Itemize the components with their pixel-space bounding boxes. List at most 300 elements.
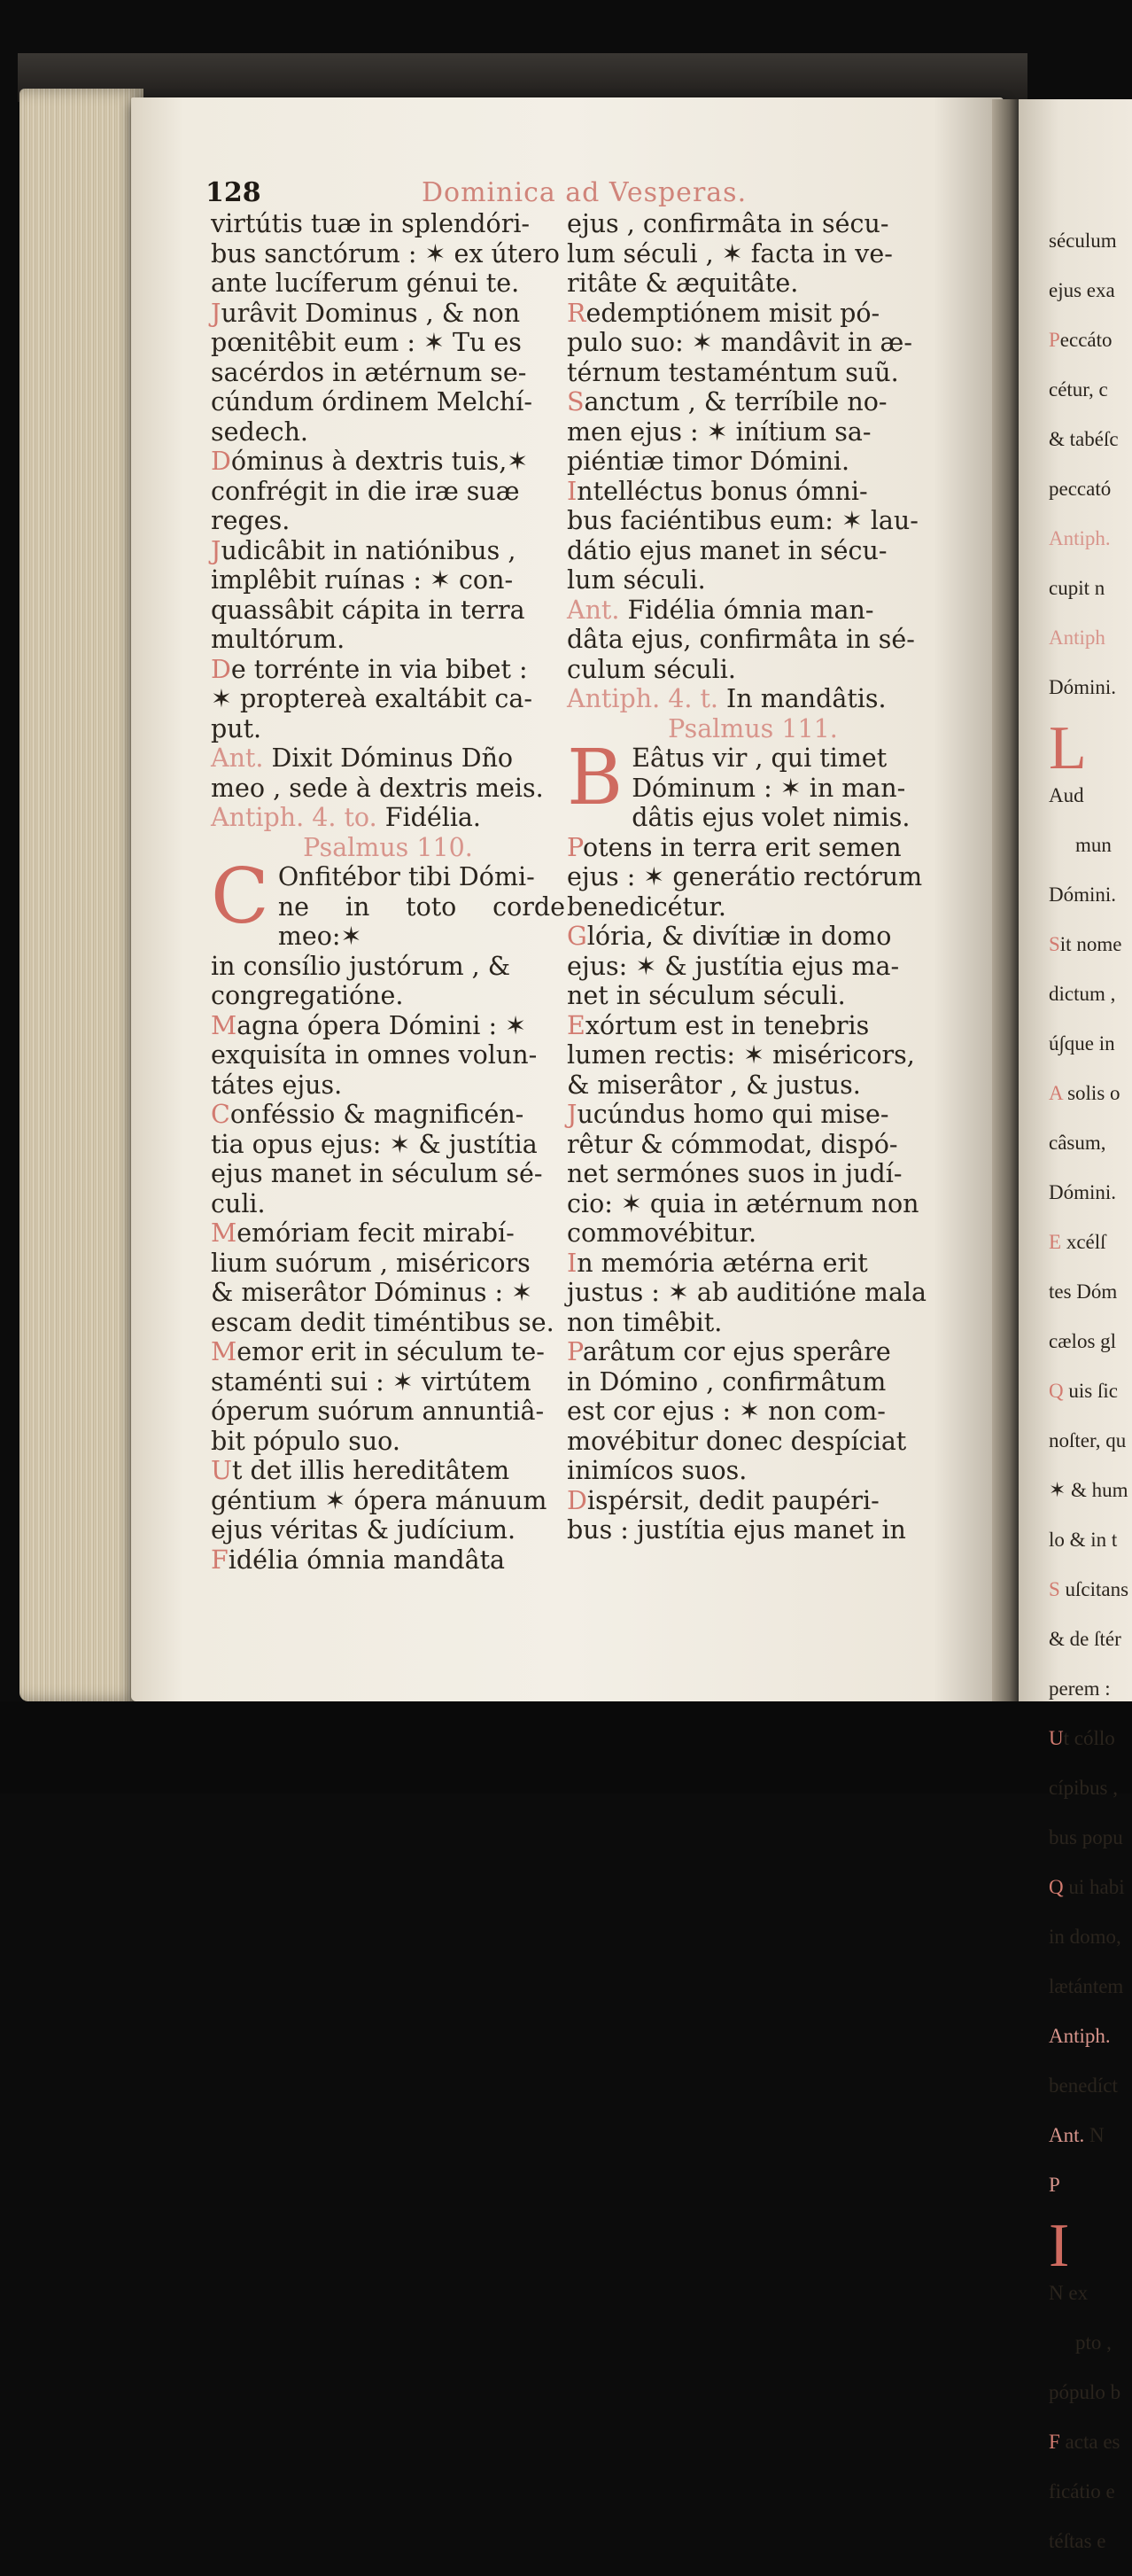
right-line [567,387,939,417]
left-line [211,447,565,477]
verse-text: ritâte & æquitâte. [567,268,799,298]
verse-text: emor erit in séculum te- [236,1337,545,1366]
verse-text: bus : justítia ejus manet in [567,1515,906,1545]
right-line [567,1486,939,1516]
right-line [567,1040,939,1070]
verse-text: culum séculi. [567,654,736,684]
left-line [211,536,565,566]
verse-text: ejus: ✶ & justítia ejus ma- [567,951,900,981]
verse-text: lætántem [1049,1975,1124,1997]
facing-line [1049,424,1132,454]
verse-text: ficátio e [1049,2480,1115,2502]
left-line [211,565,565,595]
verse-text: xcélſ [1061,1231,1106,1253]
verse-text: solis o [1062,1082,1120,1104]
verse-text: uis ſic [1063,1380,1118,1402]
verse-text: In mandâtis. [726,684,887,713]
verse-text: ante lucíferum génui te. [211,268,520,298]
left-line [211,1397,565,1427]
right-line [567,1456,939,1486]
verse-text: séculum [1049,230,1117,252]
facing-line [1049,1029,1132,1058]
verse-initial: U [211,1456,233,1485]
verse-text: cio: ✶ quia in ætérnum non [567,1188,919,1218]
rubric-label: P [1049,2174,1060,2196]
left-line [211,1486,565,1516]
verse-text: ✶ proptereà exaltábit ca- [211,684,533,713]
verse-text: bit pópulo suo. [211,1426,400,1456]
right-line [567,714,939,744]
left-line [211,803,565,833]
right-line [567,922,939,952]
verse-text: piéntiæ timor Dómini. [567,447,850,476]
verse-text: Dóminum : ✶ in man- [632,773,906,803]
facing-line [1049,524,1132,553]
facing-line [1049,1277,1132,1306]
verse-text: & tabéſc [1049,428,1119,450]
right-line [567,952,939,982]
verse-text: ejus : ✶ generátio rectórum [567,862,923,891]
verse-initial: P [1049,329,1060,351]
verse-initial: J [211,535,221,565]
verse-text: óperum suórum annuntiâ- [211,1397,545,1426]
verse-text: géntium ✶ ópera mánuum [211,1485,547,1515]
right-line [567,595,939,626]
verse-text: ispérsit, dedit paupéri- [586,1485,880,1515]
facing-line [1049,623,1132,652]
verse-initial: Q [1049,1380,1064,1402]
verse-text: lium suórum , miséricors [211,1248,531,1278]
verse-text: exquisíta in omnes volun- [211,1040,538,1070]
left-line [211,1367,565,1397]
facing-line [1049,1823,1132,1852]
left-line [211,1249,565,1279]
verse-text: acta es [1059,2431,1120,2453]
verse-text: ejus , confirmâta in sécu- [567,209,889,238]
verse-text: ú∫que in [1049,1032,1115,1055]
verse-text: óminus à dextris tuis,✶ [230,447,529,476]
left-line [211,1159,565,1189]
facing-line [1049,880,1132,909]
psalm-title: Psalmus 111. [668,713,838,743]
verse-initial: P [567,832,584,862]
left-line [211,714,565,744]
left-line [211,268,565,299]
verse-initial: E [1049,1231,1062,1253]
right-line [567,1218,939,1249]
verse-text: multórum. [211,625,345,654]
facing-line [1049,1078,1132,1108]
verse-text: quassâbit cápita in terra [211,595,525,625]
left-line [211,1040,565,1070]
verse-text: reges. [211,506,291,535]
verse-text: bus popu [1049,1826,1123,1848]
rubric-label: Ant. [567,595,628,625]
facing-line [1049,573,1132,603]
verse-text: pœnitêbit eum : ✶ Tu es [211,328,522,357]
facing-line [1049,1773,1132,1802]
verse-text: ne in toto corde meo:✶ [277,891,565,951]
verse-text: lum séculi. [567,565,706,595]
verse-text: confrégit in die iræ suæ [211,476,520,506]
verse-text: Aud [1049,784,1084,806]
verse-text: benedicétur. [567,891,726,922]
right-line [567,565,939,595]
left-line [211,774,565,804]
verse-initial: D [211,654,231,684]
right-text-column [567,209,939,1545]
verse-text: xórtum est in tenebris [585,1010,870,1040]
left-line [211,1515,565,1545]
verse-text: pópulo b [1049,2381,1121,2403]
verse-text: ejus manet in séculum sé- [211,1159,543,1188]
verse-text: tes Dóm [1049,1280,1118,1303]
facing-line [1049,1724,1132,1753]
rubric-label: Antiph. 4. to. [211,803,385,832]
left-line [211,477,565,507]
right-line [567,536,939,566]
facing-line [1049,830,1132,860]
left-line [211,358,565,388]
verse-text: Dómini. [1049,1181,1117,1203]
right-line [567,892,939,922]
verse-text: & miserâtor Dóminus : ✶ [211,1278,533,1307]
verse-text: est cor ejus : ✶ non com- [567,1397,886,1426]
verse-initial: M [211,1010,237,1040]
verse-text: dâta ejus, confirmâta in sé- [567,625,915,654]
left-text-column [211,209,565,1575]
left-line [211,328,565,358]
left-line [211,387,565,417]
verse-text: cúndum órdinem Melchí- [211,387,533,416]
verse-text: put. [211,713,262,743]
facing-line [1049,1376,1132,1405]
left-line [211,625,565,655]
drop-capital: I [1049,2212,1070,2280]
verse-text: sacérdos in ætérnum se- [211,357,527,387]
verse-initial: J [211,298,221,328]
facing-line [1049,2427,1132,2456]
right-line [567,506,939,536]
verse-initial: Q [1049,1876,1064,1898]
verse-text: Fidélia ómnia man- [627,595,874,625]
rubric-label: Antiph. [1049,527,1111,549]
verse-text: uſcitans [1059,1578,1129,1600]
verse-text: lória, & divítiæ in domo [586,922,892,951]
verse-text: escam dedit timéntibus se. [211,1307,554,1337]
facing-line [1049,673,1132,702]
right-line [567,981,939,1011]
left-line [211,952,565,982]
right-line [567,1308,939,1338]
verse-text: Dómini. [1049,883,1117,906]
page-number: 128 [205,177,261,208]
right-line [567,417,939,447]
verse-text: & miserâtor , & justus. [567,1070,861,1100]
facing-line [1049,1674,1132,1703]
left-line [211,655,565,685]
verse-initial: M [211,1218,237,1248]
left-line [211,1545,565,1576]
verse-text: pto , [1075,2331,1112,2354]
right-line [567,268,939,299]
right-line [567,1249,939,1279]
right-line [567,358,939,388]
facing-line [1049,1624,1132,1654]
verse-text: peccató [1049,478,1112,500]
verse-text: ntelléctus bonus ómni- [577,476,868,506]
right-line [567,477,939,507]
facing-line [1049,2477,1132,2506]
verse-text: it nome [1059,933,1122,955]
left-line [211,506,565,536]
right-line [567,684,939,714]
verse-text: implêbit ruínas : ✶ con- [211,565,514,595]
verse-text: ejus exa [1049,279,1115,301]
verse-text: bus faciéntibus eum: ✶ lau- [567,506,919,535]
facing-line [1049,2212,1132,2308]
verse-text: cétur, c [1049,378,1108,401]
verse-text: noſter, qu [1049,1429,1127,1451]
verse-text: udicâbit in natiónibus , [221,535,516,565]
verse-initial: E [567,1010,585,1040]
facing-line [1049,1575,1132,1604]
drop-capital: B [567,734,624,822]
left-line [211,1218,565,1249]
page-edges [19,89,143,1701]
verse-initial: A [1049,1082,1063,1104]
verse-text: edemptiónem misit pó- [585,298,880,328]
verse-text: N [1089,2124,1105,2146]
facing-line [1049,1872,1132,1902]
left-line [211,1308,565,1338]
facing-line [1049,1475,1132,1505]
verse-text: pulo suo: ✶ mandâvit in æ- [567,328,912,357]
verse-text: virtútis tuæ in splendóri- [211,209,531,238]
verse-initial: S [1049,933,1060,955]
left-line [211,1427,565,1457]
right-line [567,447,939,477]
verse-text: eccáto [1059,329,1113,351]
verse-initial: F [211,1545,229,1575]
verse-initial: P [567,1337,583,1366]
drop-capital: C [211,852,269,941]
left-line [211,1278,565,1308]
verse-text: Dixit Dóminus Dño [271,743,514,773]
verse-text: mun [1075,834,1112,856]
verse-text: & de ſtér [1049,1628,1121,1650]
facing-line [1049,226,1132,255]
right-line [567,625,939,655]
rubric-label: Ant. [211,743,272,773]
right-line [567,1278,939,1308]
facing-line [1049,2021,1132,2051]
right-line [567,1070,939,1101]
verse-text: emóriam fecit mirabí- [236,1218,515,1248]
facing-line [1049,1972,1132,2001]
verse-text: onféssio & magnificén- [229,1100,524,1129]
verse-text: benedíct [1049,2074,1118,2097]
right-line [567,1100,939,1130]
running-head: Dominica ad Vesperas. [422,177,748,208]
verse-text: urâvit Dominus , & non [221,298,521,328]
right-line [567,1337,939,1367]
facing-line [1049,2170,1132,2199]
verse-text: lumen rectis: ✶ miséricors, [567,1040,915,1070]
verse-text: arâtum cor ejus sperâre [582,1337,891,1366]
verse-text: cupit n [1049,577,1105,599]
facing-line [1049,1922,1132,1951]
right-line [567,1427,939,1457]
verse-text: agna ópera Dómini : ✶ [236,1010,526,1040]
verse-initial: S [567,387,585,416]
verse-text: sedech. [211,416,308,447]
facing-line [1049,1178,1132,1207]
verse-text: Eâtus vir , qui timet [632,743,888,773]
rubric-label: Antiph [1049,626,1105,649]
facing-line [1049,1525,1132,1554]
facing-line [1049,2526,1132,2556]
verse-text: t cóllo [1063,1727,1115,1749]
facing-line [1049,2328,1132,2357]
verse-text: perem : [1049,1677,1111,1700]
right-line [567,1189,939,1219]
verse-text: inimícos suos. [567,1456,748,1485]
right-line [567,833,939,863]
verse-initial: F [1049,2431,1060,2453]
verse-text: net in séculum séculi. [567,981,846,1010]
verse-initial: D [567,1485,587,1515]
left-line [211,1337,565,1367]
right-line [567,328,939,358]
verse-initial: R [567,298,586,328]
book-top-edge [18,53,1027,102]
verse-text: in domo, [1049,1926,1121,1948]
left-line [211,595,565,626]
left-line [211,743,565,774]
left-line [211,1100,565,1130]
left-line [211,299,565,329]
psalm-title: Psalmus 110. [303,832,473,862]
verse-initial: J [567,1100,578,1129]
drop-capital: L [1049,714,1087,782]
verse-text: N ex [1049,2282,1089,2304]
right-line [567,1515,939,1545]
facing-line [1049,1426,1132,1455]
verse-text: Onfitébor tibi Dómi- [277,862,535,891]
facing-line [1049,979,1132,1008]
facing-line [1049,1227,1132,1257]
left-line [211,209,565,239]
verse-text: net sermónes suos in judí- [567,1159,903,1188]
verse-text: ui habi [1063,1876,1125,1898]
verse-initial: S [1049,1578,1060,1600]
verse-text: t det illis hereditâtem [232,1456,510,1485]
right-line [567,239,939,269]
verse-text: térnum testaméntum suũ. [567,357,899,387]
facing-line [1049,474,1132,503]
verse-text: in consílio justórum , & [211,951,511,981]
verse-text: anctum , & terríbile no- [584,387,888,416]
verse-text: dátio ejus manet in sécu- [567,535,888,565]
verse-text: rêtur & cómmodat, dispó- [567,1129,898,1159]
left-line [211,1189,565,1219]
verse-text: Dómini. [1049,676,1117,698]
left-line [211,1011,565,1041]
right-line [567,1397,939,1427]
verse-initial: C [211,1100,230,1129]
verse-text: e torrénte in via bibet : [230,654,528,684]
verse-text: justus : ✶ ab auditióne mala [567,1278,927,1307]
facing-line [1049,2071,1132,2100]
facing-page-text [1049,206,1132,2576]
verse-text: tátes ejus. [211,1070,343,1100]
verse-text: lum séculi , ✶ facta in ve- [567,238,893,268]
verse-initial: U [1049,1727,1064,1749]
left-line [211,239,565,269]
verse-text: culi. [211,1188,266,1218]
right-line [567,1130,939,1160]
right-line [567,209,939,239]
verse-text: tia opus ejus: ✶ & justítia [211,1129,538,1159]
verse-text: ✶ & hum [1049,1479,1128,1501]
background-bottom [0,1701,1132,1794]
verse-text: dictum , [1049,983,1116,1005]
right-line [567,862,939,892]
facing-line [1049,375,1132,404]
right-line [567,1159,939,1189]
rubric-label: Antiph. [1049,2025,1111,2047]
verse-initial: D [211,447,231,476]
right-line [567,299,939,329]
verse-text: téſtas e [1049,2530,1106,2552]
left-line [211,417,565,447]
right-line [567,1367,939,1397]
verse-text: idélia ómnia mandâta [228,1545,506,1575]
rubric-label: Antiph. 4. t. [567,684,727,713]
verse-text: cælos gl [1049,1330,1117,1352]
verse-initial: M [211,1337,237,1366]
facing-line [1049,1128,1132,1157]
facing-line [1049,2378,1132,2407]
facing-line [1049,325,1132,354]
verse-text: meo , sede à dextris meis. [211,773,544,803]
facing-line [1049,2121,1132,2150]
verse-text: bus sanctórum : ✶ ex útero [211,238,560,268]
verse-text: cípibus , [1049,1777,1118,1799]
verse-initial: G [567,922,587,951]
left-line [211,1456,565,1486]
verse-text: dâtis ejus volet nimis. [632,803,911,832]
verse-text: staménti sui : ✶ virtútem [211,1366,531,1397]
left-line [211,1130,565,1160]
facing-line [1049,276,1132,305]
verse-text: n memória ætérna erit [577,1248,868,1278]
verse-text: Fidélia. [384,803,481,832]
left-line [211,684,565,714]
verse-text: ejus véritas & judícium. [211,1515,516,1545]
right-line [567,655,939,685]
facing-line [1049,714,1132,810]
rubric-label: Ant. [1049,2124,1089,2146]
verse-initial: I [567,476,578,506]
verse-initial: I [567,1248,578,1278]
verse-text: congregatióne. [211,981,404,1010]
left-line [211,981,565,1011]
facing-line [1049,930,1132,959]
right-line [567,1011,939,1041]
verse-text: men ejus : ✶ inítium sa- [567,416,872,447]
